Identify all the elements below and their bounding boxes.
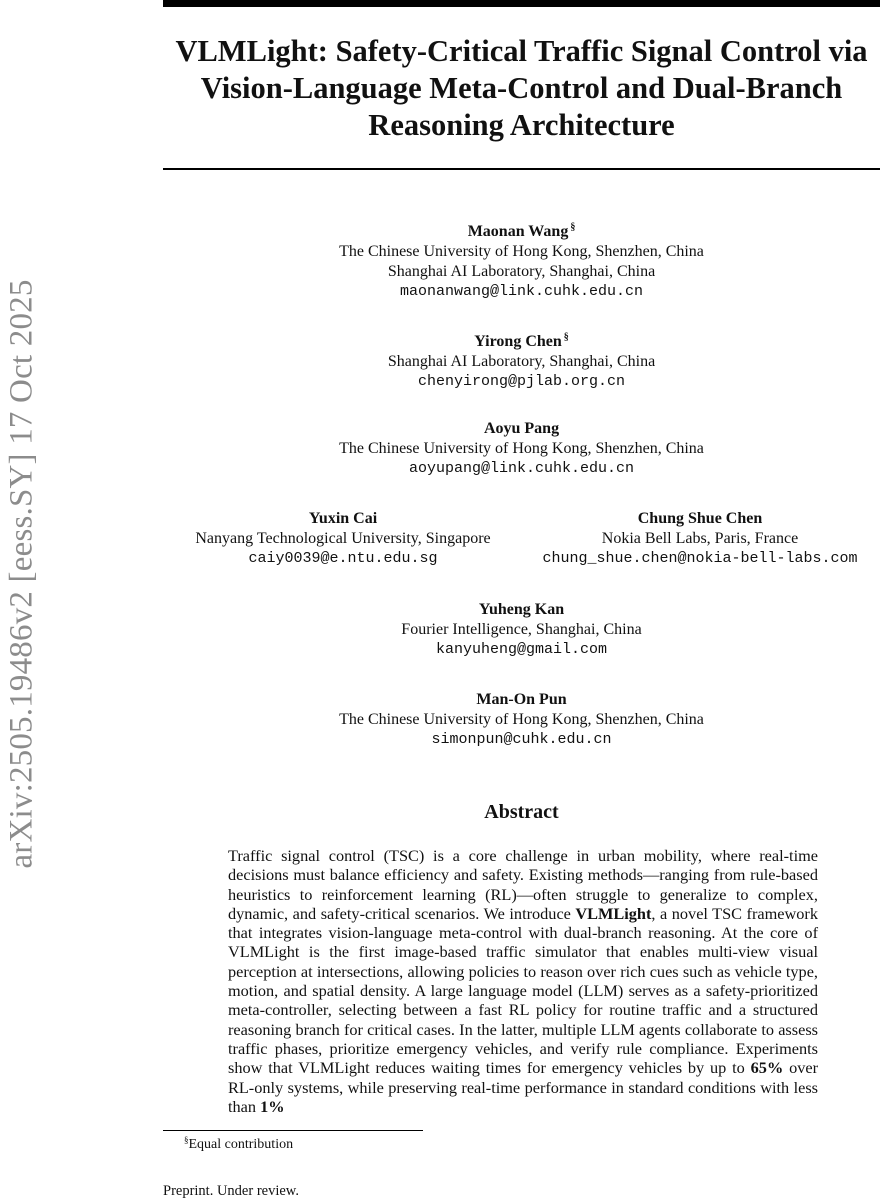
author-name: Maonan Wang § <box>467 222 576 240</box>
author-name: Man-On Pun <box>476 691 567 708</box>
abstract-text: Traffic signal control (TSC) is a core challenge in urban mobility, where real-time decisions must balance efficiency and safety. Existing methods—ranging from rule-based heuristics to reinforcement learning (RL)—often struggle to generalize to complex, dynamic, and safety-critical scenarios. We introduce VLMLight, a novel TSC framework that integrates vision-language meta-control with dual-branch reasoning. At the core of VLMLight is the first image-based traffic simulator that enables multi-view visual perception at intersections, allowing policies to reason over rich cues such as vehicle type, motion, and spatial density. A large language model (LLM) serves as a safety-prioritized meta-controller, selecting between a fast RL policy for routine traffic and a structured reasoning branch for critical cases. In the latter, multiple LLM agents collaborate to assess traffic phases, prioritize emergency vehicles, and verify rule compliance. Experiments show that VLMLight reduces waiting times for emergency vehicles by up to 65% over RL-only systems, while preserving real-time performance in standard conditions with less than 1% <box>228 846 818 1116</box>
author-email: chenyirong@pjlab.org.cn <box>417 373 626 390</box>
author-affiliation: Fourier Intelligence, Shanghai, China <box>401 621 642 638</box>
title-bottom-rule <box>163 168 880 170</box>
author-block <box>163 509 523 569</box>
author-affiliation: Nokia Bell Labs, Paris, France <box>601 530 799 547</box>
author-affiliation: The Chinese University of Hong Kong, Shenzhen, China <box>339 711 704 728</box>
title-top-rule <box>163 0 880 7</box>
author-block <box>163 328 880 392</box>
author-affiliation: Nanyang Technological University, Singapore <box>195 530 491 547</box>
author-name: Aoyu Pang <box>483 420 560 437</box>
author-block <box>520 509 880 569</box>
arxiv-identifier-text: arXiv:2505.19486v2 [eess.SY] 17 Oct 2025 <box>3 279 40 869</box>
author-email: caiy0039@e.ntu.edu.sg <box>248 550 438 567</box>
author-block <box>163 218 880 302</box>
footnote: §Equal contribution <box>184 1135 294 1152</box>
author-name: Chung Shue Chen <box>637 510 763 527</box>
arxiv-identifier <box>3 248 40 900</box>
paper-title: VLMLight: Safety-Critical Traffic Signal Control via Vision-Language Meta-Control and Dual-Branch Reasoning Architecture <box>175 34 868 142</box>
author-email: simonpun@cuhk.edu.cn <box>431 731 612 748</box>
author-affiliation: The Chinese University of Hong Kong, Shenzhen, China <box>339 440 704 457</box>
author-name: Yuxin Cai <box>308 510 378 527</box>
author-block <box>163 690 880 750</box>
preprint-notice: Preprint. Under review. <box>163 1183 299 1199</box>
footnote-rule <box>163 1130 423 1131</box>
author-affiliation: The Chinese University of Hong Kong, Shenzhen, China <box>339 243 704 260</box>
author-email: maonanwang@link.cuhk.edu.cn <box>399 283 644 300</box>
abstract-heading: Abstract <box>484 801 559 823</box>
author-name: Yirong Chen § <box>474 332 569 350</box>
author-email: chung_shue.chen@nokia-bell-labs.com <box>542 550 858 567</box>
author-block <box>163 600 880 660</box>
author-affiliation: Shanghai AI Laboratory, Shanghai, China <box>387 353 656 370</box>
author-email: kanyuheng@gmail.com <box>435 641 608 658</box>
author-email: aoyupang@link.cuhk.edu.cn <box>408 460 635 477</box>
author-affiliation: Shanghai AI Laboratory, Shanghai, China <box>387 263 656 280</box>
author-block <box>163 419 880 479</box>
author-name: Yuheng Kan <box>478 601 565 618</box>
